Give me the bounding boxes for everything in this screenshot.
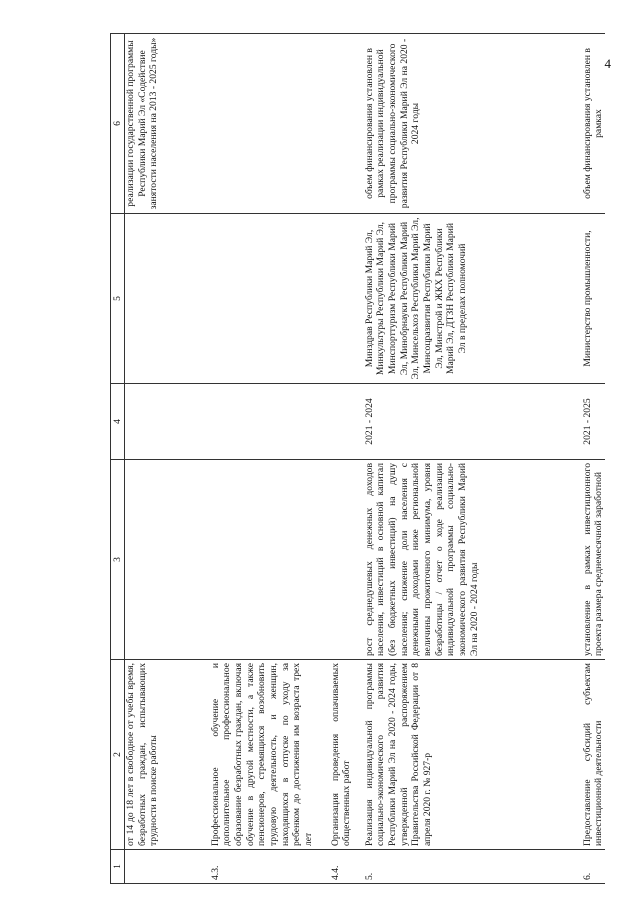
measure-cell: от 14 до 18 лет в свободное от учебы время, безработных граждан, испытывающих трудности в поиске работы bbox=[125, 660, 203, 850]
row-number: 4.3. bbox=[203, 850, 323, 884]
row-number: 6. bbox=[575, 850, 605, 884]
row-number: 4.4. bbox=[323, 850, 357, 884]
period-cell bbox=[203, 384, 323, 460]
indicator-cell bbox=[125, 460, 203, 660]
funding-cell: объем финансирования установлен в рамках реализации индивидуальной программы социально-экономического развития Республики Марий Эл на 2020 - 2024 годы bbox=[357, 34, 575, 214]
period-cell bbox=[125, 384, 203, 460]
funding-cell bbox=[323, 34, 357, 214]
funding-cell: реализации государственной программы Республики Марий Эл «Содействие занятости населения на 2013 - 2025 годы» bbox=[125, 34, 203, 214]
period-cell: 2021 - 2025 bbox=[575, 384, 605, 460]
column-header: 5 bbox=[111, 214, 125, 384]
rotated-page bbox=[110, 34, 610, 884]
page-number: 4 bbox=[604, 56, 611, 71]
column-header: 4 bbox=[111, 384, 125, 460]
period-cell bbox=[323, 384, 357, 460]
table-row bbox=[323, 34, 357, 884]
row-number bbox=[125, 850, 203, 884]
table-row bbox=[125, 34, 203, 884]
executor-cell bbox=[203, 214, 323, 384]
measure-cell: Профессиональное обучение и дополнительное профессиональное образование безработных граждан, включая обучение в другой местности, а также пенсионеров, стремящихся возобновить трудовую деятельность, и женщин, находящихся в отпуске по уходу за ребенком до достижения им возраста трех лет bbox=[203, 660, 323, 850]
indicator-cell: установление в рамках инвестиционного проекта размера среднемесячной заработной bbox=[575, 460, 605, 660]
funding-cell: объем финансирования установлен в рамках bbox=[575, 34, 605, 214]
column-header: 3 bbox=[111, 460, 125, 660]
measures-table bbox=[110, 33, 605, 884]
funding-cell bbox=[203, 34, 323, 214]
column-header: 6 bbox=[111, 34, 125, 214]
executor-cell: Минздрав Республики Марий Эл, Минкультуры Республики Марий Эл, Минспорттуризм Республики Марий Эл, Минобрнауки Республики Марий Эл, Минсельхоз Республики Марий Эл, Минсоцразвития Республики Марий Эл, Минстрой и ЖКХ Республики Марий Эл, ДТЗН Республики Марий Эл в пределах полномочий bbox=[357, 214, 575, 384]
measure-cell: Организация проведения оплачиваемых общественных работ bbox=[323, 660, 357, 850]
table-row bbox=[575, 34, 605, 884]
executor-cell: Министерство промышленности, bbox=[575, 214, 605, 384]
period-cell: 2021 - 2024 bbox=[357, 384, 575, 460]
measure-cell: Предоставление субсидий субъектам инвестиционной деятельности bbox=[575, 660, 605, 850]
indicator-cell: рост среднедушевых денежных доходов населения, инвестиций в основной капитал (без бюджетных инвестиций) на душу населения; снижение доли населения с денежными доходами ниже региональной величины прожиточного минимума, уровня безработицы / отчет о ходе реализации индивидуальной программы социально-экономического развития Республики Марий Эл на 2020 - 2024 годы bbox=[357, 460, 575, 660]
table-row bbox=[357, 34, 575, 884]
indicator-cell bbox=[203, 460, 323, 660]
column-header: 1 bbox=[111, 850, 125, 884]
table-header-row bbox=[111, 34, 125, 884]
indicator-cell bbox=[323, 460, 357, 660]
row-number: 5. bbox=[357, 850, 575, 884]
executor-cell bbox=[125, 214, 203, 384]
executor-cell bbox=[323, 214, 357, 384]
column-header: 2 bbox=[111, 660, 125, 850]
table-row bbox=[203, 34, 323, 884]
measure-cell: Реализация индивидуальной программы социально-экономического развития Республики Марий Эл на 2020 - 2024 годы, утвержденной распоряжением Правительства Российской Федерации от 8 апреля 2020 г. № 927-р bbox=[357, 660, 575, 850]
